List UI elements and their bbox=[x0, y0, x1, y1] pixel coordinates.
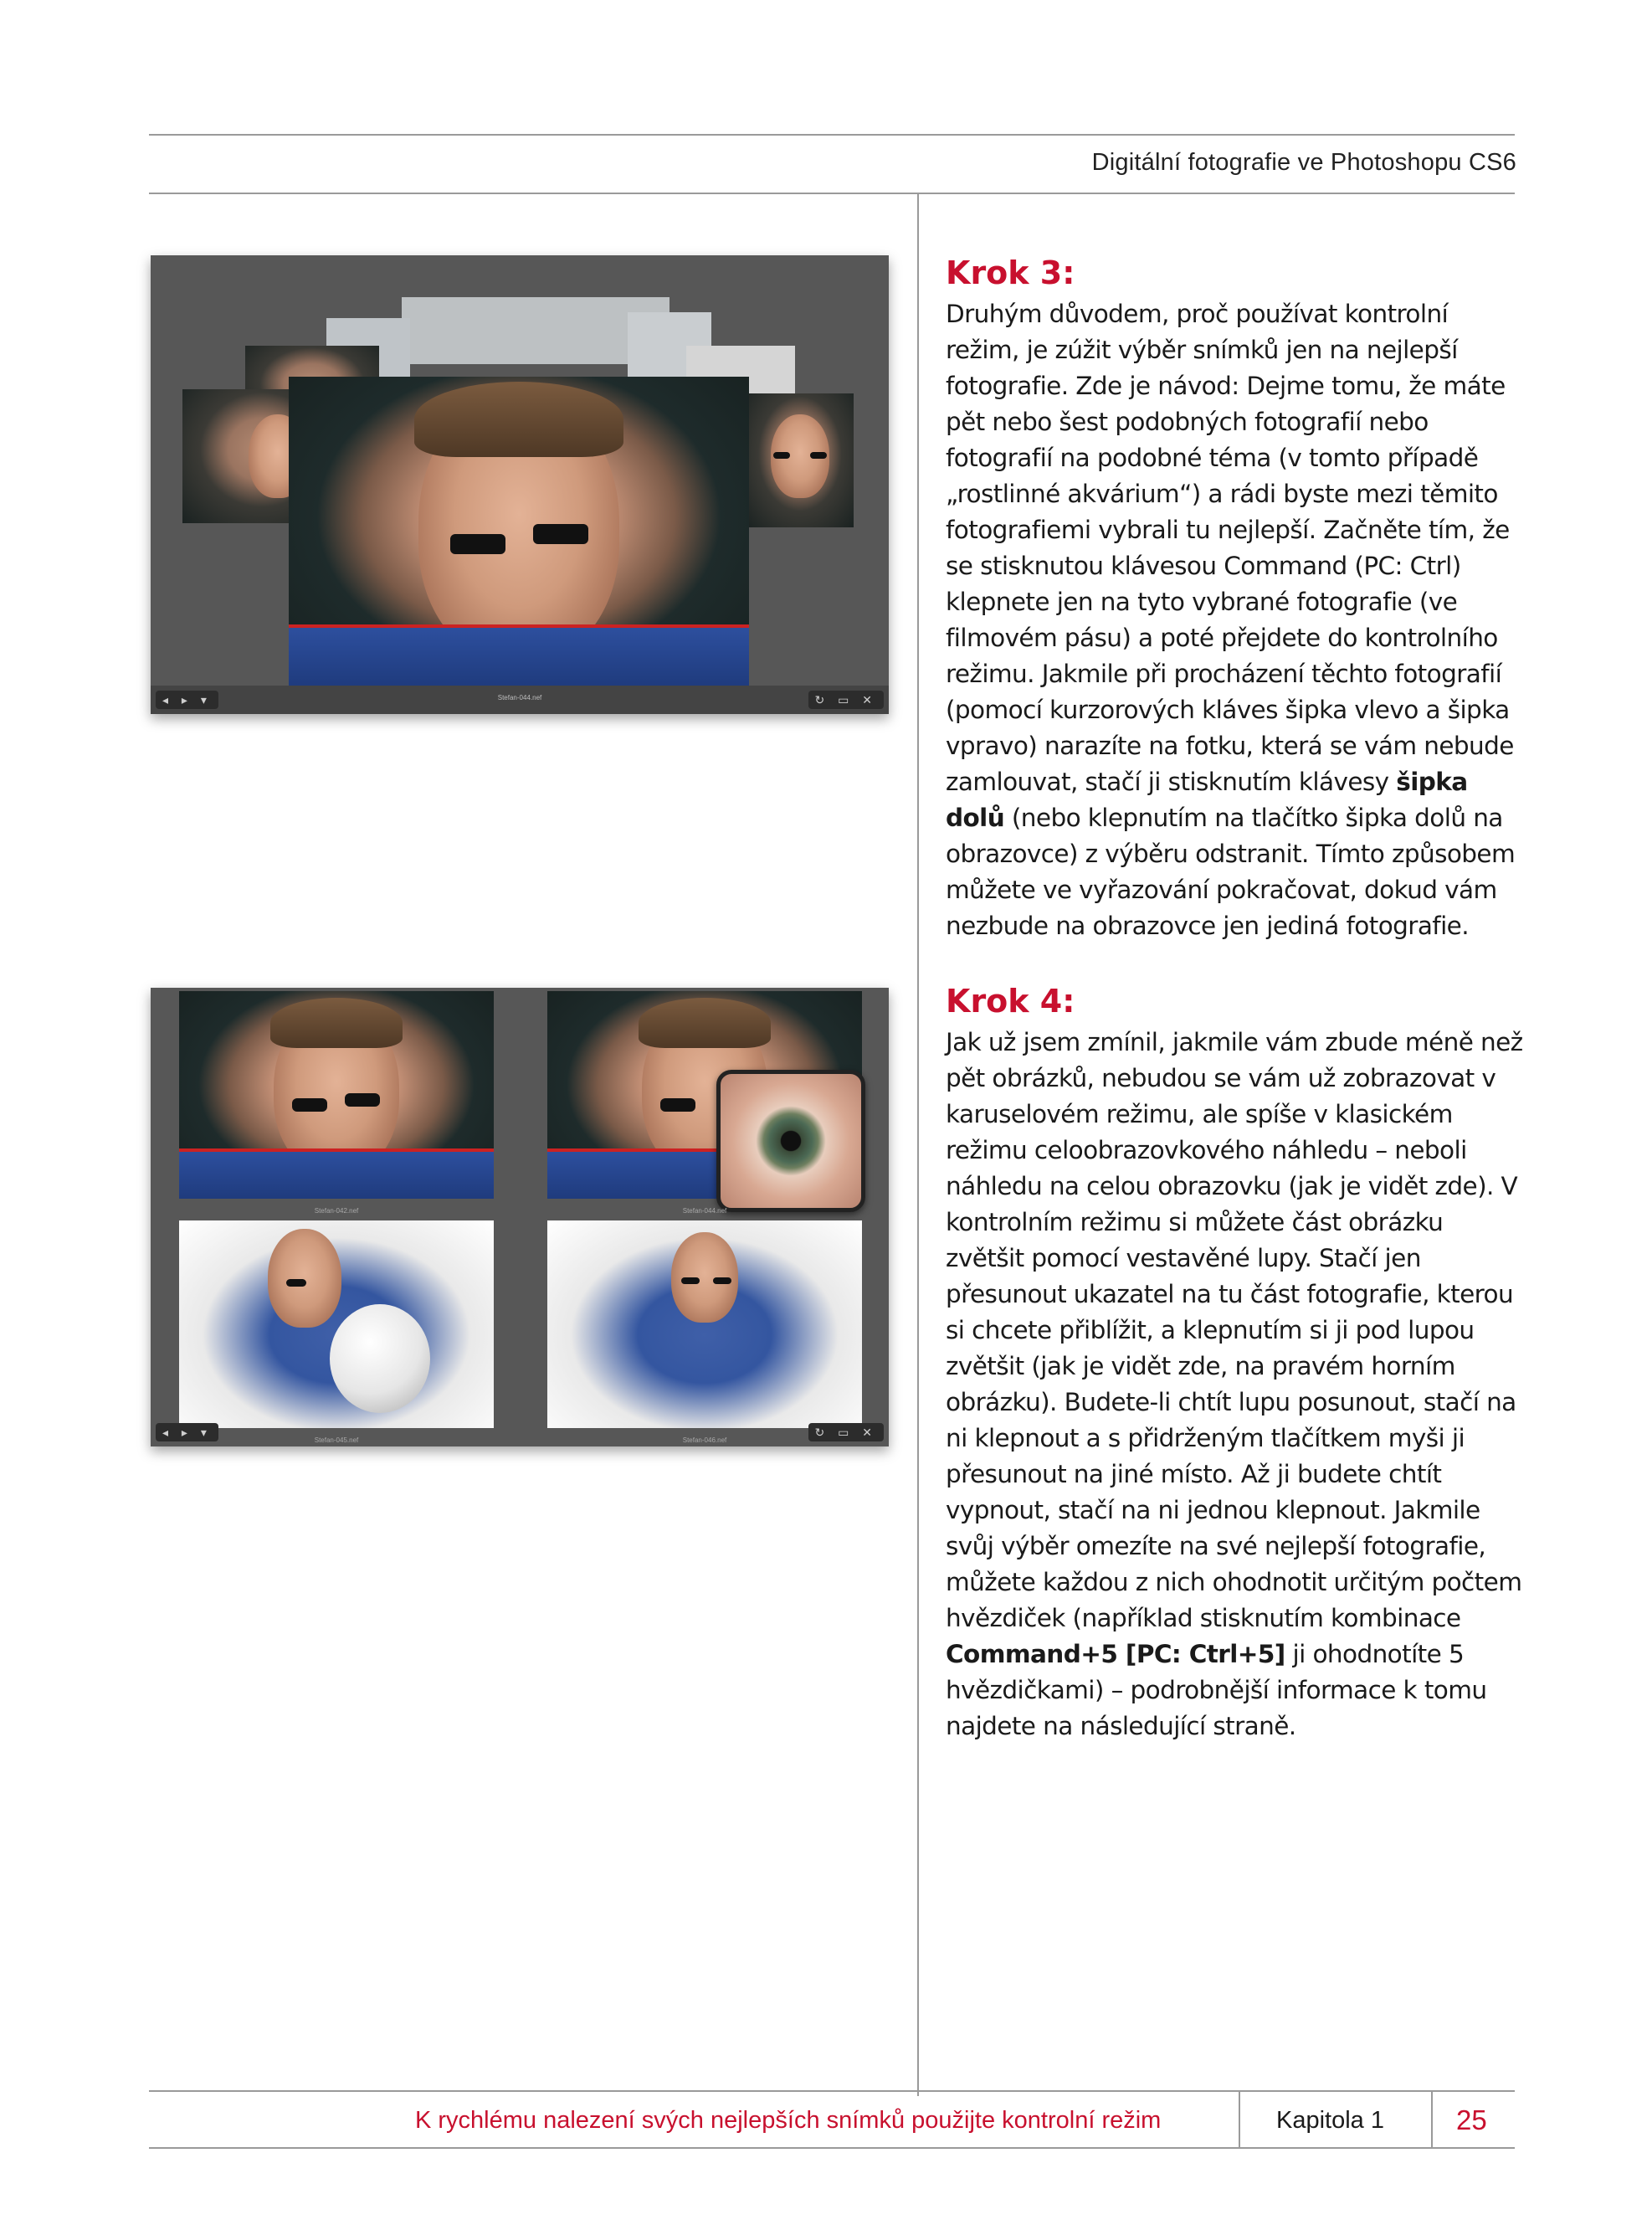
footer-bottom-rule bbox=[149, 2147, 1515, 2149]
carousel-screenshot bbox=[151, 255, 889, 714]
step-3 bbox=[946, 251, 1523, 944]
navigation-arrows[interactable]: ◂ ▸ ▾ bbox=[156, 1423, 218, 1441]
photo-filename: Stefan-044.nef bbox=[497, 694, 542, 701]
eye-black-left bbox=[450, 534, 505, 554]
review-toolbar bbox=[151, 686, 889, 714]
toolbar-window-controls[interactable]: ↻ ▭ ✕ bbox=[808, 691, 884, 709]
step-paragraph: Druhým důvodem, proč používat kontrolní režim, je zúžit výběr snímků jen na nejlepší fotografie. Zde je návod: Dejme tomu, že máte pět nebo šest podobných fotografií nebo fotografií na podobné téma (v tomto případě „rostlinné akvárium“) a rádi byste mezi těmito fotografiemi vybrali tu nejlepší. Začněte tím, že se stisknutou klávesou Command (PC: Ctrl) klepnete jen na tyto vybrané fotografie (ve filmovém pásu) a poté přejdete do kontrolního režimu. Jakmile při procházení těchto fotografií (pomocí kurzorových kláves šipka vlevo a šipka vpravo) narazíte na fotku, která se vám nebude zamlouvat, stačí ji stisknutím klávesy šipka dolů (nebo klepnutím na tlačítko šipka dolů na obrazovce) z výběru odstranit. Tímto způsobem můžete ve vyřazování pokračovat, dokud vám nezbude na obrazovce jen jediná fotografie. bbox=[946, 300, 1516, 940]
shortcut-name: Command+5 [PC: Ctrl+5] bbox=[946, 1640, 1285, 1668]
footer-divider bbox=[1239, 2090, 1240, 2147]
carousel-center-photo[interactable] bbox=[289, 377, 749, 686]
column-divider bbox=[917, 194, 919, 2096]
footer-top-rule bbox=[149, 2090, 1515, 2092]
grid-caption-top-right: Stefan-044.nef bbox=[682, 1207, 727, 1215]
carousel-side-photo-right bbox=[746, 393, 854, 527]
key-name: šipka dolů bbox=[946, 768, 1468, 832]
step-heading: Krok 4: bbox=[946, 983, 1075, 1020]
portrait-hair bbox=[414, 382, 623, 457]
grid-photo-bottom-left[interactable] bbox=[179, 1220, 494, 1428]
toolbar-window-controls[interactable]: ↻ ▭ ✕ bbox=[808, 1423, 884, 1441]
footer-chapter-label: Kapitola 1 bbox=[1276, 2107, 1384, 2134]
footer-divider bbox=[1431, 2090, 1433, 2147]
grid-photo-bottom-right[interactable] bbox=[547, 1220, 862, 1428]
loupe-magnifier[interactable] bbox=[716, 1070, 865, 1212]
footer-chapter-caption: K rychlému nalezení svých nejlepších snímků použijte kontrolní režim bbox=[415, 2107, 1162, 2134]
review-toolbar bbox=[151, 1418, 889, 1446]
grid-photo-top-left[interactable] bbox=[179, 991, 494, 1199]
step-4 bbox=[946, 979, 1523, 1744]
eye-black-right bbox=[533, 524, 588, 544]
running-title: Digitální fotografie ve Photoshopu CS6 bbox=[1091, 149, 1516, 176]
grid-caption-bottom-left: Stefan-045.nef bbox=[314, 1436, 359, 1444]
helmet bbox=[330, 1304, 430, 1413]
step-heading: Krok 3: bbox=[946, 254, 1075, 291]
portrait-jersey bbox=[289, 624, 749, 686]
step-paragraph: Jak už jsem zmínil, jakmile vám zbude méně než pět obrázků, nebudou se vám už zobrazovat v karuselovém režimu, ale spíše v klasickém režimu celoobrazovkového náhledu – neboli náhledu na celou obrazovku (jak je vidět zde). V kontrolním režimu si můžete část obrázku zvětšit pomocí vestavěné lupy. Stačí jen přesunout ukazatel na tu část fotografie, kterou si chcete přiblížit, a klepnutím si ji pod lupou zvětšit (jak je vidět zde, na pravém horním obrázku). Budete-li chtít lupu posunout, stačí na ni klepnout a s přidrženým tlačítkem myši ji přesunout na jiné místo. Až ji budete chtít vypnout, stačí na ni jednou klepnout. Jakmile svůj výběr omezíte na své nejlepší fotografie, můžete každou z nich ohodnotit určitým počtem hvězdiček (například stisknutím kombinace Command+5 [PC: Ctrl+5] ji ohodnotíte 5 hvězdičkami) – podrobnější informace k tomu najdete na následující straně. bbox=[946, 1028, 1523, 1740]
page-number: 25 bbox=[1456, 2104, 1487, 2135]
header-bottom-rule bbox=[149, 193, 1515, 194]
grid-caption-top-left: Stefan-042.nef bbox=[314, 1207, 359, 1215]
navigation-arrows[interactable]: ◂ ▸ ▾ bbox=[156, 691, 218, 709]
grid-review-screenshot bbox=[151, 988, 889, 1446]
grid-caption-bottom-right: Stefan-046.nef bbox=[682, 1436, 727, 1444]
header-top-rule bbox=[149, 134, 1515, 136]
